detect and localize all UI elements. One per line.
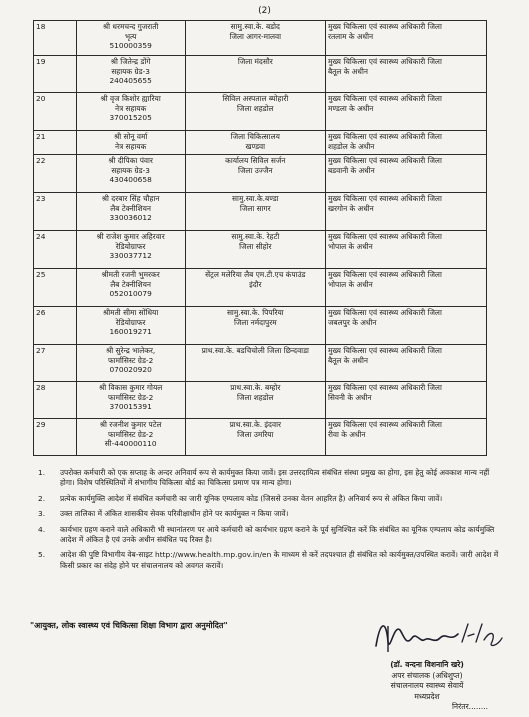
employee-code: 052010079	[109, 289, 152, 298]
posting-line: कार्यालय सिविल सर्जन	[225, 156, 286, 165]
employee-name: श्री राजेश कुमार अहिरवार	[96, 232, 165, 241]
posting-district: इंदौर	[249, 279, 262, 289]
note-text: कार्यभार ग्रहण कराने वाले अधिकारी भी स्थानांतरण पर आये कर्मचारी को कार्यभार ग्रहण कराने के पूर्व सुनिश्चित करें कि संबंधित का यूनिक एम्पलाय कोड कार्यमुक्ति आदेश में अंकित है एवं उनके अधीन संबंधित पद रिक्त है।	[60, 524, 495, 545]
authority-line: मुख्य चिकित्सा एवं स्वास्थ्य अधिकारी जिला	[327, 270, 442, 279]
serial-number-cell	[34, 269, 77, 307]
authority-district: खरगोन के अधीन	[327, 203, 374, 213]
employee-code: 070020920	[109, 365, 152, 374]
authority-district: भोपाल के अधीन	[327, 279, 373, 289]
current-posting-cell	[185, 56, 325, 93]
current-posting-cell	[185, 21, 325, 56]
posting-district: जिला उमरिया	[237, 429, 274, 439]
note-text: प्रत्येक कार्यमुक्ति आदेश में संबंधित कर्मचारी का जारी यूनिक एम्पलाय कोड (जिससे उनका वेतन आहरित है) अनिवार्य रूप से अंकित किया जावें।	[60, 493, 443, 503]
employee-post: लैब टेक्नीशियन	[110, 203, 151, 213]
authority-line: मुख्य चिकित्सा एवं स्वास्थ्य अधिकारी जिला	[327, 383, 442, 392]
table-row	[34, 345, 487, 382]
employee-cell	[76, 131, 185, 155]
employee-cell	[76, 155, 185, 193]
serial-number-cell	[34, 419, 77, 456]
posting-district: जिला शहडोल	[237, 392, 274, 402]
serial-number: 29	[36, 420, 46, 429]
notes-list	[30, 468, 500, 576]
serial-number-cell	[34, 345, 77, 382]
current-posting-cell	[185, 382, 325, 419]
authority-district: सिवनी के अधीन	[327, 392, 372, 402]
new-authority-cell	[325, 307, 486, 345]
posting-line: प्राथ.स्वा.के. बम्होर	[230, 383, 281, 392]
note-text: उक्त तालिका में अंकित शासकीय सेवक परिवीक्षाधीन होने पर कार्यमुक्त न किया जावें।	[60, 509, 289, 519]
employee-cell	[76, 193, 185, 231]
employee-cell	[76, 307, 185, 345]
continued-marker: निरंतर........	[451, 702, 488, 711]
serial-number: 20	[36, 94, 46, 103]
new-authority-cell	[325, 269, 486, 307]
employee-code: 510000359	[109, 41, 152, 50]
posting-line: जिला मंदसौर	[237, 57, 273, 66]
serial-number: 22	[36, 156, 46, 165]
new-authority-cell	[325, 131, 486, 155]
note-number: 2.	[38, 493, 46, 503]
serial-number: 24	[36, 232, 46, 241]
authority-line: मुख्य चिकित्सा एवं स्वास्थ्य अधिकारी जिला	[327, 346, 442, 355]
serial-number: 21	[36, 132, 46, 141]
employee-post: रेडियोग्राफर	[115, 317, 146, 327]
table-row	[34, 155, 487, 193]
serial-number-cell	[34, 21, 77, 56]
current-posting-cell	[185, 345, 325, 382]
current-posting-cell	[185, 231, 325, 269]
table-row	[34, 131, 487, 155]
employee-cell	[76, 56, 185, 93]
table-row	[34, 56, 487, 93]
note-item	[30, 494, 500, 504]
new-authority-cell	[325, 93, 486, 131]
posting-line: सामु.स्वा.के. बडोद	[230, 22, 280, 31]
authority-district: रीवा के अधीन	[327, 429, 366, 439]
note-item	[30, 468, 500, 489]
table-row	[34, 307, 487, 345]
serial-number-cell	[34, 193, 77, 231]
posting-line: सामु.स्वा.के. पिपरिया	[226, 308, 284, 317]
note-number: 4.	[38, 524, 46, 534]
employee-post: सहायक ग्रेड-3	[111, 165, 150, 175]
employee-name: श्री दरबार सिंह चौहान	[101, 194, 160, 203]
employee-post: भृत्य	[124, 31, 137, 41]
employee-code: 370015205	[109, 113, 152, 122]
posting-district: जिला उज्जैन	[238, 165, 273, 175]
posting-line: सामु.स्वा.के. रेहटी	[231, 232, 280, 241]
serial-number-cell	[34, 93, 77, 131]
posting-district: जिला आगर-मालवा	[229, 31, 282, 41]
officer-designation: अपर संचालक (अधिशुप्त)	[391, 670, 463, 680]
current-posting-cell	[185, 307, 325, 345]
new-authority-cell	[325, 231, 486, 269]
posting-district: खण्डवा	[245, 141, 266, 151]
serial-number-cell	[34, 307, 77, 345]
employee-name: श्रीमती रजनी भुमरकर	[101, 270, 160, 279]
authority-district: बैतूल के अधीन	[327, 66, 368, 76]
current-posting-cell	[185, 131, 325, 155]
employee-post: नेत्र सहायक	[114, 103, 147, 113]
table-row	[34, 21, 487, 56]
serial-number: 27	[36, 346, 46, 355]
department-name: संचालनालय स्वास्थ्य सेवायें	[390, 681, 464, 690]
authority-district: भोपाल के अधीन	[327, 241, 373, 251]
serial-number-cell	[34, 56, 77, 93]
note-text: आदेश की पुष्टि विभागीय वेब-साइट http://www.health.mp.gov.in/en के माध्यम से करें तदपश्चात ही संबंधित को कार्यमुक्त/उपस्थित करावें। जारी आदेश में किसी प्रकार का संदेह होने पर संचालनालय को अवगत करावें।	[60, 550, 499, 570]
signature-block	[352, 660, 502, 713]
note-number: 5.	[38, 550, 46, 560]
new-authority-cell	[325, 155, 486, 193]
serial-number: 26	[36, 308, 46, 317]
serial-number: 18	[36, 22, 46, 31]
authority-district: बडवानी के अधीन	[327, 165, 375, 175]
current-posting-cell	[185, 269, 325, 307]
authority-line: मुख्य चिकित्सा एवं स्वास्थ्य अधिकारी जिला	[327, 194, 442, 203]
posting-district: जिला शहडोल	[237, 103, 274, 113]
employee-code: 240405655	[109, 76, 152, 85]
authority-line: मुख्य चिकित्सा एवं स्वास्थ्य अधिकारी जिला	[327, 22, 442, 31]
handwritten-signature	[368, 612, 508, 660]
employee-cell	[76, 21, 185, 56]
employee-post: लैब टेक्नीशियन	[110, 279, 151, 289]
employee-code: 330037712	[109, 251, 152, 260]
posting-line: जिला चिकित्सालय	[230, 132, 280, 141]
note-number: 1.	[38, 468, 46, 477]
current-posting-cell	[185, 93, 325, 131]
employee-name: श्री धरमचन्द गुजराती	[102, 22, 159, 31]
current-posting-cell	[185, 155, 325, 193]
employee-cell	[76, 382, 185, 419]
employee-cell	[76, 269, 185, 307]
employee-name: श्री जितेन्द्र डोंगे	[110, 57, 151, 66]
posting-district: जिला सीहोर	[239, 241, 272, 251]
note-text: उपरोक्त कर्मचारी को एक सप्ताह के अन्दर अनिवार्य रूप से कार्यमुक्त किया जावें। इस उत्तरदायित्व संबंधित संस्था प्रमुख का होगा, इस हेतु कोई अवकाश मान्य नहीं होगा। विशेष परिस्थितियों में संभागीय चिकित्सा बोर्ड का चिकित्सा प्रमाण पत्र मान्य होगा।	[60, 468, 490, 488]
table-row	[34, 382, 487, 419]
serial-number-cell	[34, 155, 77, 193]
serial-number: 23	[36, 194, 46, 203]
employee-code: 430400658	[109, 175, 152, 184]
state-name: मध्यप्रदेश	[414, 691, 440, 701]
serial-number: 28	[36, 383, 46, 392]
note-number: 3.	[38, 509, 46, 519]
employee-post: फार्मासिस्ट ग्रेड-2	[107, 392, 154, 402]
employee-cell	[76, 231, 185, 269]
new-authority-cell	[325, 419, 486, 456]
serial-number-cell	[34, 382, 77, 419]
employee-cell	[76, 419, 185, 456]
table-row	[34, 231, 487, 269]
table-row	[34, 269, 487, 307]
new-authority-cell	[325, 21, 486, 56]
serial-number-cell	[34, 231, 77, 269]
posting-line: सेंट्रल मलेरिया लैब एम.टी.एच कंपाउंड	[205, 270, 306, 279]
current-posting-cell	[185, 419, 325, 456]
table-row	[34, 419, 487, 456]
note-item	[30, 550, 500, 571]
employee-post: रेडियोग्राफर	[115, 241, 146, 251]
employee-code: 160019271	[109, 327, 152, 336]
authority-line: मुख्य चिकित्सा एवं स्वास्थ्य अधिकारी जिला	[327, 232, 442, 241]
note-item	[30, 509, 500, 519]
employee-post: फार्मासिस्ट ग्रेड-2	[107, 429, 154, 439]
current-posting-cell	[185, 193, 325, 231]
employee-code: 330036012	[109, 213, 152, 222]
employee-code: सी-440000110	[104, 439, 157, 448]
serial-number: 25	[36, 270, 46, 279]
authority-line: मुख्य चिकित्सा एवं स्वास्थ्य अधिकारी जिला	[327, 94, 442, 103]
employee-code: 370015391	[109, 402, 152, 411]
new-authority-cell	[325, 345, 486, 382]
authority-line: मुख्य चिकित्सा एवं स्वास्थ्य अधिकारी जिला	[327, 57, 442, 66]
employee-name: श्री वृज किशोर ह्यारिया	[100, 94, 161, 103]
employee-name: श्री रजनीश कुमार पटेल	[99, 420, 162, 429]
new-authority-cell	[325, 382, 486, 419]
authority-line: मुख्य चिकित्सा एवं स्वास्थ्य अधिकारी जिला	[327, 420, 442, 429]
serial-number: 19	[36, 57, 46, 66]
authority-district: जबलपुर के अधीन	[327, 317, 377, 327]
posting-line: प्राथ.स्वा.के. बडचिचोली जिला छिन्दवाडा	[201, 346, 309, 355]
note-item	[30, 525, 500, 546]
authority-district: शहडोल के अधीन	[327, 141, 375, 151]
serial-number-cell	[34, 131, 77, 155]
page-number: (2)	[258, 6, 271, 16]
posting-line: सामु.स्वा.के.बण्डा	[232, 194, 279, 203]
authority-line: मुख्य चिकित्सा एवं स्वास्थ्य अधिकारी जिला	[327, 156, 442, 165]
table-row	[34, 93, 487, 131]
employee-name: श्री विकास कुमार गोयल	[99, 383, 163, 392]
authority-line: मुख्य चिकित्सा एवं स्वास्थ्य अधिकारी जिला	[327, 308, 442, 317]
employee-name: श्री सोनू वर्मा	[113, 132, 148, 141]
employee-post: फार्मासिस्ट ग्रेड-2	[107, 355, 154, 365]
employee-name: श्रीमती सीमा सोंधिया	[103, 308, 159, 317]
posting-line: सिविल अस्पताल ब्योहारी	[222, 94, 289, 103]
new-authority-cell	[325, 193, 486, 231]
approval-note: "आयुक्त, लोक स्वास्थ्य एवं चिकित्सा शिक्षा विभाग द्वारा अनुमोदित"	[30, 621, 228, 630]
employee-cell	[76, 93, 185, 131]
officer-name: (डॉ. वन्दना विशनानि खरे)	[390, 660, 464, 669]
transfer-table	[33, 20, 487, 456]
employee-post: नेत्र सहायक	[114, 141, 147, 151]
authority-district: रतलाम के अधीन	[327, 31, 374, 41]
authority-line: मुख्य चिकित्सा एवं स्वास्थ्य अधिकारी जिला	[327, 132, 442, 141]
posting-district: जिला सागर	[239, 203, 271, 213]
authority-district: बैतूल के अधीन	[327, 355, 368, 365]
posting-line: प्राथ.स्वा.के. इंदवार	[229, 420, 282, 429]
employee-cell	[76, 345, 185, 382]
new-authority-cell	[325, 56, 486, 93]
employee-name: श्री दीपिका पंवार	[108, 156, 153, 165]
posting-district: जिला नर्मदापुरम	[233, 317, 277, 327]
employee-post: सहायक ग्रेड-3	[111, 66, 150, 76]
authority-district: मण्डला के अधीन	[327, 103, 374, 113]
employee-name: श्री सुरेन्द्र भालेकर,	[106, 346, 156, 355]
table-row	[34, 193, 487, 231]
